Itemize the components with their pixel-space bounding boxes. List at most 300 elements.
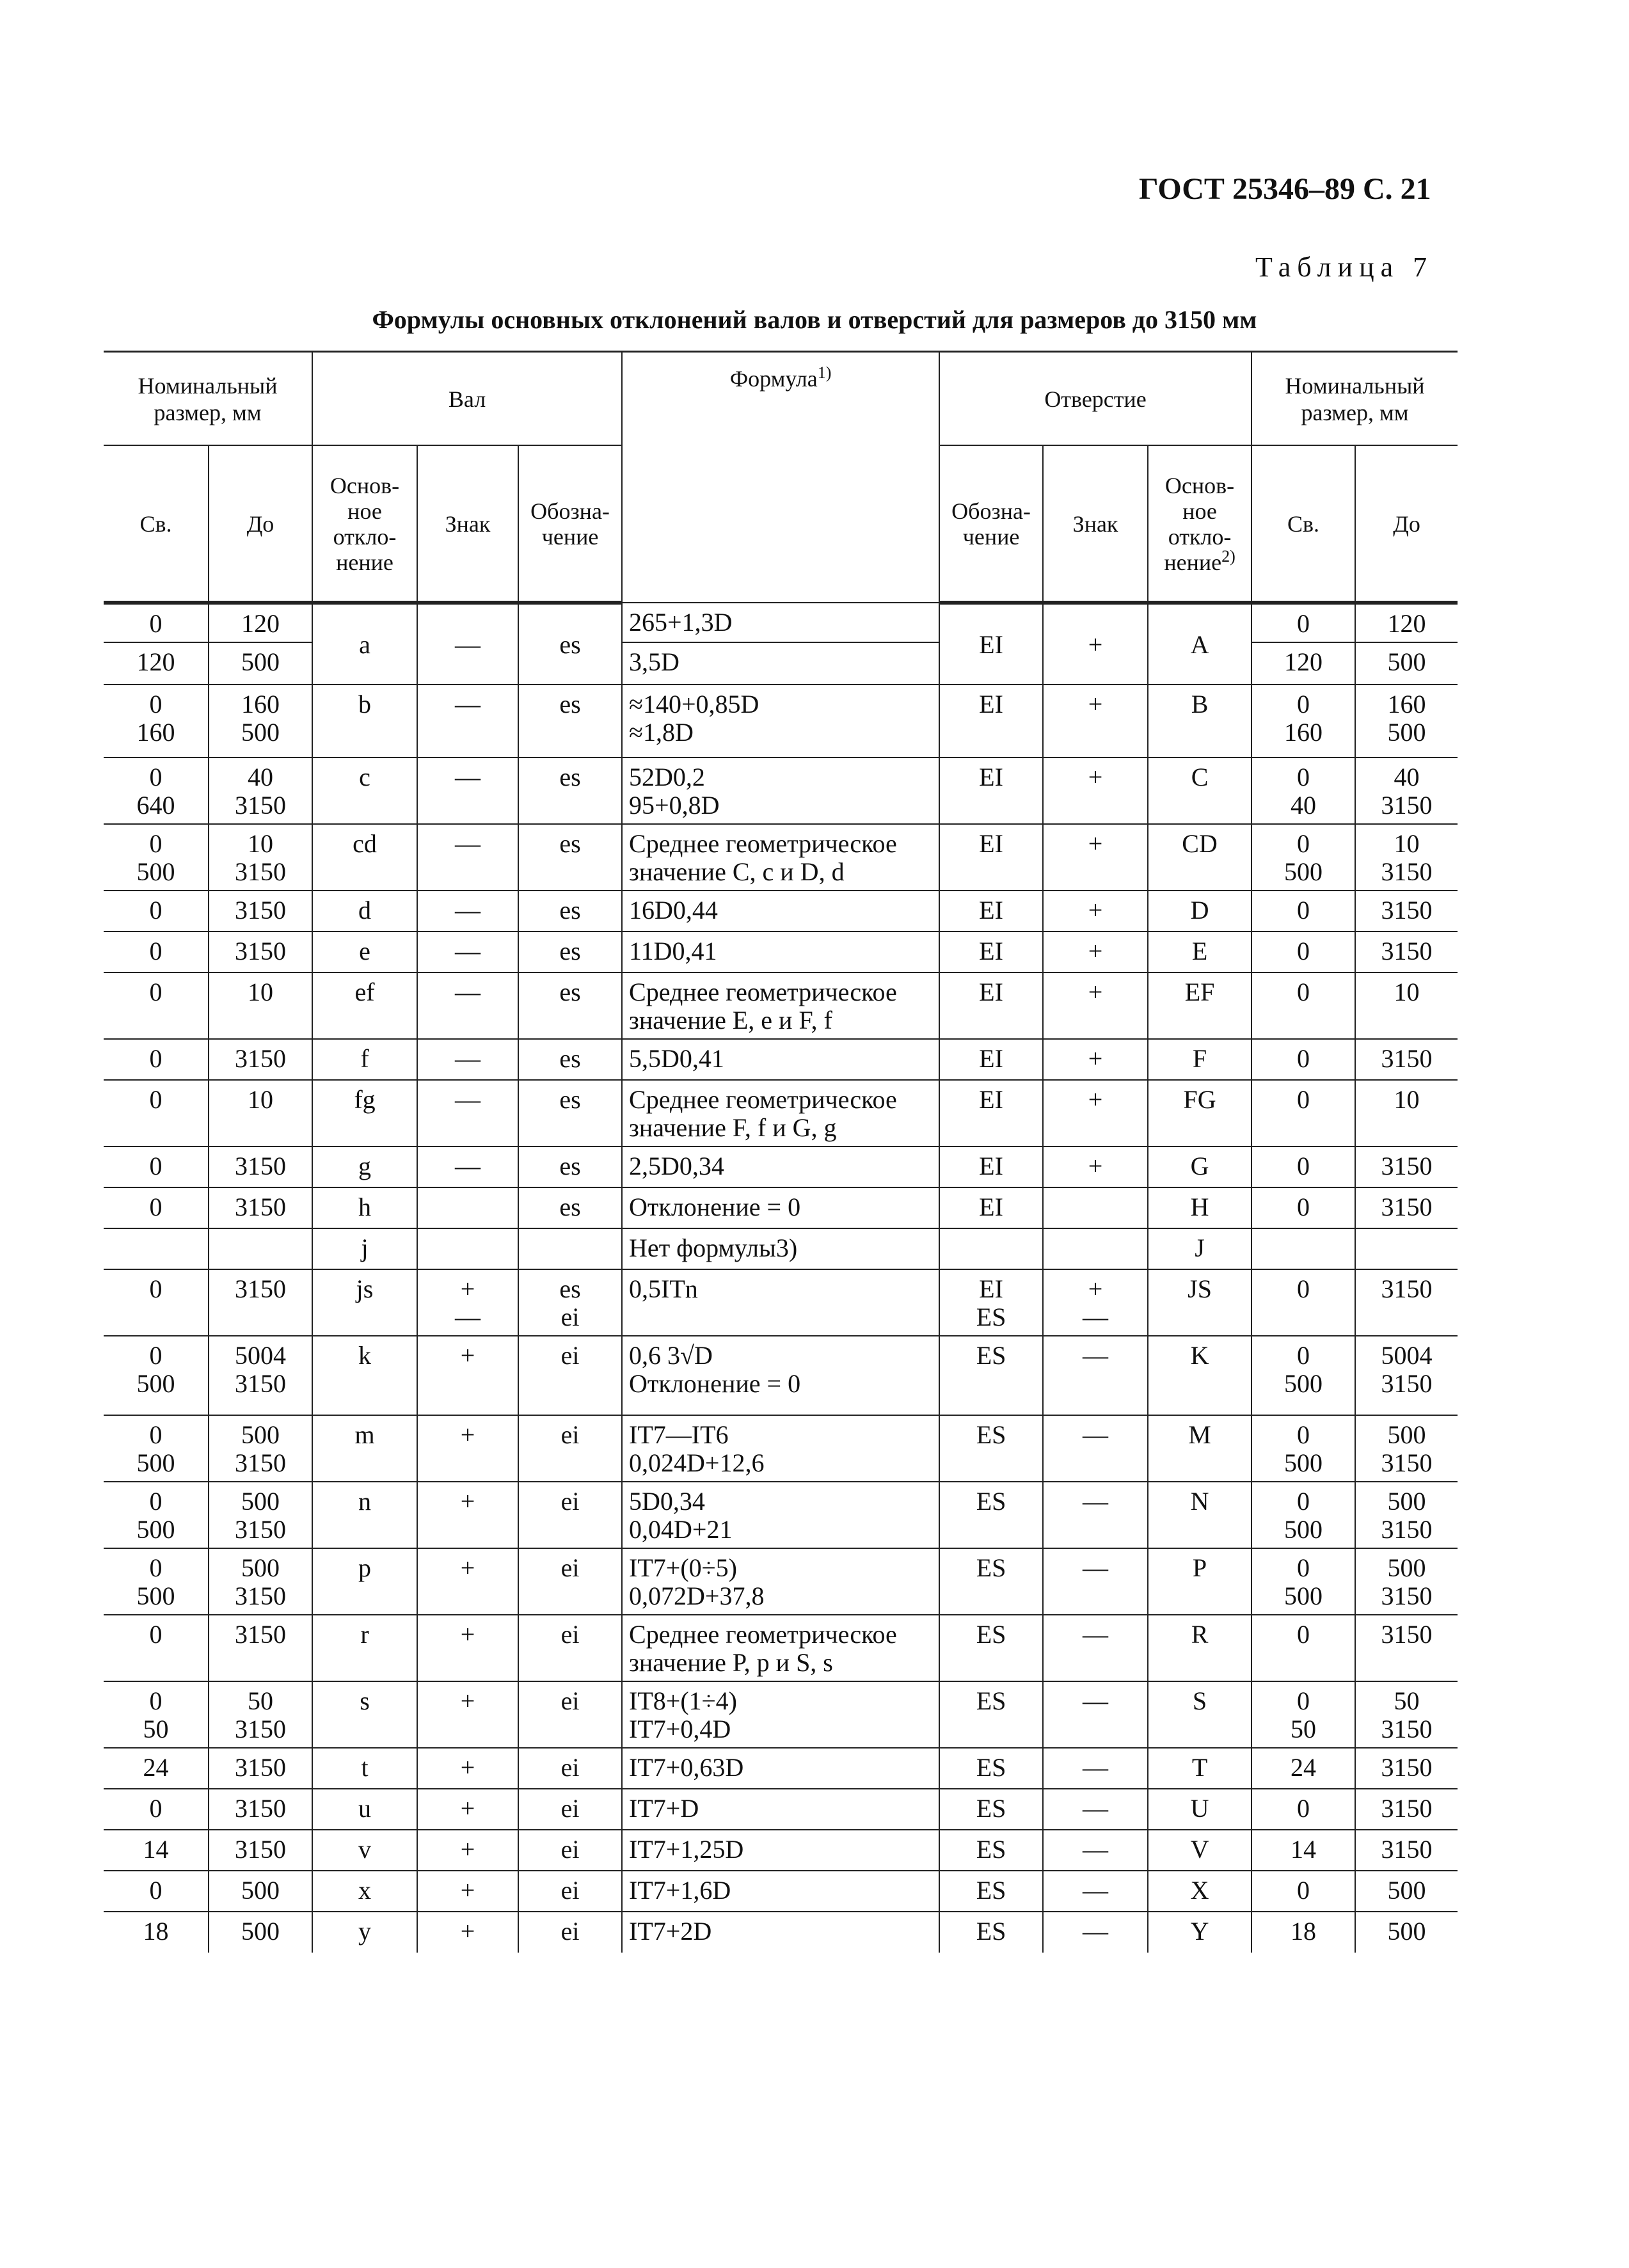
cell-over-right: 0 500 xyxy=(1252,1548,1355,1615)
cell-over-right: 24 xyxy=(1252,1748,1355,1789)
cell-over-right: 0 xyxy=(1252,1039,1355,1080)
cell-to-left: 500 xyxy=(209,1912,312,1953)
cell-to-right: 120 xyxy=(1355,603,1458,642)
cell-to-right: 3150 xyxy=(1355,1187,1458,1228)
cell-hole-designation: ES xyxy=(939,1871,1043,1912)
cell-hole-sign: — xyxy=(1043,1830,1148,1871)
cell-to-right: 40 3150 xyxy=(1355,757,1458,824)
cell-over-right: 0 xyxy=(1252,1146,1355,1187)
cell-hole-sign: + xyxy=(1043,1039,1148,1080)
cell-shaft-deviation: x xyxy=(312,1871,417,1912)
cell-shaft-sign: — xyxy=(417,685,518,757)
cell-to-right: 5004 3150 xyxy=(1355,1336,1458,1415)
cell-to-right: 500 3150 xyxy=(1355,1415,1458,1482)
cell-to-left: 500 xyxy=(209,642,312,685)
cell-hole-designation: EI xyxy=(939,685,1043,757)
cell-over-right: 0 xyxy=(1252,603,1355,642)
cell-shaft-deviation: c xyxy=(312,757,417,824)
cell-shaft-sign: — xyxy=(417,891,518,932)
table-row xyxy=(104,1830,1458,1871)
cell-shaft-designation: ei xyxy=(518,1789,622,1830)
cell-over-left: 0 500 xyxy=(104,1548,209,1615)
cell-shaft-designation: es xyxy=(518,1039,622,1080)
cell-formula: 5D0,34 0,04D+21 xyxy=(622,1482,939,1548)
table-row xyxy=(104,1080,1458,1146)
header-over-left: Св. xyxy=(104,445,209,603)
cell-shaft-deviation: p xyxy=(312,1548,417,1615)
cell-hole-sign: — xyxy=(1043,1681,1148,1748)
cell-to-left: 10 xyxy=(209,972,312,1039)
cell-hole-sign: + xyxy=(1043,685,1148,757)
header-hole-deviation xyxy=(1148,445,1252,603)
header-shaft-deviation: Основ-ное откло-нение xyxy=(312,445,417,603)
cell-hole-designation: EI xyxy=(939,603,1043,685)
cell-over-left: 0 500 xyxy=(104,1482,209,1548)
cell-shaft-designation: ei xyxy=(518,1615,622,1681)
cell-hole-sign: — xyxy=(1043,1548,1148,1615)
table-row xyxy=(104,1482,1458,1548)
cell-formula: 2,5D0,34 xyxy=(622,1146,939,1187)
cell-hole-sign: + xyxy=(1043,891,1148,932)
header-hole-sign: Знак xyxy=(1043,445,1148,603)
cell-to-left: 500 3150 xyxy=(209,1482,312,1548)
cell-to-right: 3150 xyxy=(1355,1146,1458,1187)
table-row xyxy=(104,1228,1458,1269)
cell-hole-designation: ES xyxy=(939,1748,1043,1789)
cell-to-right: 3150 xyxy=(1355,1615,1458,1681)
cell-to-right: 3150 xyxy=(1355,1830,1458,1871)
cell-hole-designation: ES xyxy=(939,1912,1043,1953)
cell-over-right: 0 40 xyxy=(1252,757,1355,824)
cell-shaft-deviation: n xyxy=(312,1482,417,1548)
cell-shaft-sign: — xyxy=(417,932,518,972)
cell-over-left xyxy=(104,1228,209,1269)
cell-shaft-deviation: s xyxy=(312,1681,417,1748)
cell-hole-deviation: P xyxy=(1148,1548,1252,1615)
cell-shaft-designation: ei xyxy=(518,1830,622,1871)
cell-over-left: 0 xyxy=(104,1039,209,1080)
cell-shaft-sign: — xyxy=(417,757,518,824)
cell-hole-designation: EI xyxy=(939,1039,1043,1080)
cell-hole-sign: + xyxy=(1043,824,1148,891)
cell-over-left: 0 xyxy=(104,932,209,972)
table-row xyxy=(104,972,1458,1039)
cell-hole-sign: + xyxy=(1043,757,1148,824)
cell-hole-sign: — xyxy=(1043,1482,1148,1548)
table-row xyxy=(104,932,1458,972)
table-row xyxy=(104,1269,1458,1336)
cell-shaft-deviation: r xyxy=(312,1615,417,1681)
cell-over-left: 0 xyxy=(104,891,209,932)
header-hole-deviation-footnote: 2) xyxy=(1221,547,1236,566)
deviation-formulas-table xyxy=(104,351,1458,1953)
cell-over-left: 0 500 xyxy=(104,1336,209,1415)
cell-shaft-designation: ei xyxy=(518,1548,622,1615)
cell-over-left: 120 xyxy=(104,642,209,685)
cell-hole-sign xyxy=(1043,1228,1148,1269)
cell-over-right xyxy=(1252,1228,1355,1269)
cell-to-right: 3150 xyxy=(1355,1748,1458,1789)
table-label: Таблица 7 xyxy=(1255,251,1434,283)
cell-to-left: 10 3150 xyxy=(209,824,312,891)
cell-shaft-deviation: k xyxy=(312,1336,417,1415)
cell-shaft-sign: — xyxy=(417,1080,518,1146)
cell-shaft-sign xyxy=(417,1187,518,1228)
cell-formula: Нет формулы3) xyxy=(622,1228,939,1269)
cell-shaft-deviation: m xyxy=(312,1415,417,1482)
table-row xyxy=(104,1871,1458,1912)
cell-hole-deviation: E xyxy=(1148,932,1252,972)
cell-hole-sign: — xyxy=(1043,1748,1148,1789)
cell-shaft-deviation: f xyxy=(312,1039,417,1080)
cell-to-right: 3150 xyxy=(1355,1789,1458,1830)
cell-to-left: 500 xyxy=(209,1871,312,1912)
cell-shaft-designation: es xyxy=(518,824,622,891)
table-body xyxy=(104,603,1458,1953)
table-row xyxy=(104,1912,1458,1953)
cell-hole-deviation: U xyxy=(1148,1789,1252,1830)
cell-hole-deviation: C xyxy=(1148,757,1252,824)
cell-shaft-sign: + xyxy=(417,1548,518,1615)
cell-over-left: 0 xyxy=(104,1871,209,1912)
cell-hole-designation: EI xyxy=(939,757,1043,824)
cell-hole-deviation: V xyxy=(1148,1830,1252,1871)
table-row xyxy=(104,1748,1458,1789)
cell-shaft-sign: + — xyxy=(417,1269,518,1336)
table-row xyxy=(104,1146,1458,1187)
cell-shaft-deviation: fg xyxy=(312,1080,417,1146)
cell-shaft-designation: es xyxy=(518,685,622,757)
cell-hole-designation: ES xyxy=(939,1681,1043,1748)
cell-shaft-deviation: u xyxy=(312,1789,417,1830)
table-row xyxy=(104,1681,1458,1748)
cell-over-right: 14 xyxy=(1252,1830,1355,1871)
cell-over-right: 0 50 xyxy=(1252,1681,1355,1748)
cell-hole-deviation: EF xyxy=(1148,972,1252,1039)
cell-hole-designation: ES xyxy=(939,1482,1043,1548)
cell-formula: 0,6 3√D Отклонение = 0 xyxy=(622,1336,939,1415)
cell-to-left xyxy=(209,1228,312,1269)
cell-formula: Среднее геометрическое значение C, c и D, d xyxy=(622,824,939,891)
cell-shaft-designation: ei xyxy=(518,1336,622,1415)
cell-shaft-designation: es xyxy=(518,1080,622,1146)
cell-shaft-deviation: t xyxy=(312,1748,417,1789)
cell-shaft-designation: es ei xyxy=(518,1269,622,1336)
cell-shaft-designation: ei xyxy=(518,1482,622,1548)
cell-over-left: 0 xyxy=(104,1789,209,1830)
header-nominal-size-left: Номинальный размер, мм xyxy=(104,352,312,446)
cell-shaft-sign: + xyxy=(417,1482,518,1548)
cell-to-left: 50 3150 xyxy=(209,1681,312,1748)
header-hole-designation: Обозна-чение xyxy=(939,445,1043,603)
cell-shaft-deviation: js xyxy=(312,1269,417,1336)
cell-hole-designation: ES xyxy=(939,1789,1043,1830)
cell-hole-designation: EI xyxy=(939,972,1043,1039)
cell-to-left: 500 3150 xyxy=(209,1548,312,1615)
cell-to-left: 3150 xyxy=(209,891,312,932)
cell-shaft-deviation: e xyxy=(312,932,417,972)
cell-over-right: 0 xyxy=(1252,1789,1355,1830)
cell-formula: Среднее геометрическое значение E, e и F, f xyxy=(622,972,939,1039)
cell-over-left: 0 500 xyxy=(104,1415,209,1482)
cell-to-right xyxy=(1355,1228,1458,1269)
cell-shaft-sign: — xyxy=(417,972,518,1039)
cell-over-right: 0 500 xyxy=(1252,1482,1355,1548)
page-title: ГОСТ 25346–89 С. 21 xyxy=(1139,172,1431,206)
cell-to-right: 3150 xyxy=(1355,1269,1458,1336)
cell-over-left: 0 xyxy=(104,603,209,642)
cell-hole-deviation: J xyxy=(1148,1228,1252,1269)
cell-to-right: 10 xyxy=(1355,1080,1458,1146)
cell-shaft-sign xyxy=(417,1228,518,1269)
cell-hole-designation: ES xyxy=(939,1548,1043,1615)
table-row xyxy=(104,1789,1458,1830)
cell-to-right: 500 3150 xyxy=(1355,1482,1458,1548)
cell-over-right: 0 160 xyxy=(1252,685,1355,757)
cell-shaft-designation: ei xyxy=(518,1748,622,1789)
table-row xyxy=(104,1187,1458,1228)
cell-to-right: 500 xyxy=(1355,1871,1458,1912)
cell-over-right: 0 xyxy=(1252,1871,1355,1912)
cell-hole-designation: ES xyxy=(939,1615,1043,1681)
table-row xyxy=(104,824,1458,891)
table-caption: Формулы основных отклонений валов и отверстий для размеров до 3150 мм xyxy=(372,305,1257,334)
cell-shaft-designation: es xyxy=(518,891,622,932)
cell-hole-deviation: K xyxy=(1148,1336,1252,1415)
cell-to-left: 3150 xyxy=(209,1615,312,1681)
cell-over-right: 0 xyxy=(1252,972,1355,1039)
cell-to-left: 3150 xyxy=(209,1748,312,1789)
cell-to-right: 10 xyxy=(1355,972,1458,1039)
header-shaft-sign: Знак xyxy=(417,445,518,603)
header-to-left: До xyxy=(209,445,312,603)
cell-to-left: 3150 xyxy=(209,1146,312,1187)
cell-to-right: 50 3150 xyxy=(1355,1681,1458,1748)
cell-to-left: 5004 3150 xyxy=(209,1336,312,1415)
cell-shaft-deviation: h xyxy=(312,1187,417,1228)
cell-hole-deviation: N xyxy=(1148,1482,1252,1548)
cell-hole-designation: EI xyxy=(939,932,1043,972)
cell-over-right: 18 xyxy=(1252,1912,1355,1953)
cell-shaft-designation: es xyxy=(518,757,622,824)
cell-hole-deviation: H xyxy=(1148,1187,1252,1228)
cell-over-right: 0 500 xyxy=(1252,1336,1355,1415)
cell-over-right: 0 xyxy=(1252,932,1355,972)
table-row xyxy=(104,1615,1458,1681)
cell-hole-sign: — xyxy=(1043,1789,1148,1830)
cell-hole-deviation: G xyxy=(1148,1146,1252,1187)
cell-shaft-designation: es xyxy=(518,1146,622,1187)
cell-hole-sign: + — xyxy=(1043,1269,1148,1336)
cell-shaft-deviation: g xyxy=(312,1146,417,1187)
cell-formula: IT7+D xyxy=(622,1789,939,1830)
cell-hole-deviation: FG xyxy=(1148,1080,1252,1146)
cell-hole-sign: — xyxy=(1043,1336,1148,1415)
cell-hole-sign: + xyxy=(1043,1146,1148,1187)
cell-over-left: 0 xyxy=(104,1615,209,1681)
table-row xyxy=(104,1548,1458,1615)
cell-formula: IT7+1,6D xyxy=(622,1871,939,1912)
cell-hole-designation xyxy=(939,1228,1043,1269)
table-row xyxy=(104,1415,1458,1482)
cell-over-left: 0 xyxy=(104,1080,209,1146)
cell-over-right: 0 500 xyxy=(1252,824,1355,891)
cell-formula: 52D0,2 95+0,8D xyxy=(622,757,939,824)
cell-to-right: 3150 xyxy=(1355,891,1458,932)
header-hole: Отверстие xyxy=(939,352,1252,446)
table-row xyxy=(104,891,1458,932)
cell-hole-deviation: S xyxy=(1148,1681,1252,1748)
header-row-1 xyxy=(104,352,1458,446)
cell-over-left: 0 640 xyxy=(104,757,209,824)
cell-formula: 3,5D xyxy=(622,642,939,685)
cell-formula: Среднее геометрическое значение P, p и S, s xyxy=(622,1615,939,1681)
cell-shaft-deviation: b xyxy=(312,685,417,757)
cell-hole-designation: EI xyxy=(939,1146,1043,1187)
cell-shaft-deviation: y xyxy=(312,1912,417,1953)
cell-to-left: 3150 xyxy=(209,1830,312,1871)
cell-hole-deviation: M xyxy=(1148,1415,1252,1482)
header-hole-deviation-label: Основ-ное откло-нение xyxy=(1164,473,1235,575)
cell-hole-sign: + xyxy=(1043,972,1148,1039)
cell-over-right: 0 xyxy=(1252,1615,1355,1681)
cell-shaft-deviation: j xyxy=(312,1228,417,1269)
cell-to-left: 3150 xyxy=(209,1187,312,1228)
cell-over-left: 0 xyxy=(104,1146,209,1187)
cell-hole-designation: EI xyxy=(939,1080,1043,1146)
cell-to-left: 40 3150 xyxy=(209,757,312,824)
cell-shaft-designation: ei xyxy=(518,1912,622,1953)
cell-hole-deviation: CD xyxy=(1148,824,1252,891)
header-nominal-size-right: Номинальный размер, мм xyxy=(1252,352,1458,446)
cell-hole-sign: + xyxy=(1043,932,1148,972)
cell-shaft-designation: ei xyxy=(518,1871,622,1912)
cell-shaft-designation: es xyxy=(518,972,622,1039)
cell-shaft-sign: — xyxy=(417,1039,518,1080)
cell-hole-sign: — xyxy=(1043,1871,1148,1912)
cell-hole-deviation: D xyxy=(1148,891,1252,932)
cell-over-right: 120 xyxy=(1252,642,1355,685)
cell-over-left: 0 500 xyxy=(104,824,209,891)
cell-over-right: 0 xyxy=(1252,1080,1355,1146)
cell-hole-deviation: B xyxy=(1148,685,1252,757)
cell-formula: 11D0,41 xyxy=(622,932,939,972)
cell-hole-sign: — xyxy=(1043,1615,1148,1681)
cell-formula: IT7—IT6 0,024D+12,6 xyxy=(622,1415,939,1482)
header-formula-footnote: 1) xyxy=(817,363,832,382)
cell-shaft-designation xyxy=(518,1228,622,1269)
cell-to-right: 3150 xyxy=(1355,1039,1458,1080)
cell-shaft-sign: — xyxy=(417,1146,518,1187)
cell-to-left: 3150 xyxy=(209,1269,312,1336)
cell-to-left: 3150 xyxy=(209,1789,312,1830)
cell-shaft-deviation: d xyxy=(312,891,417,932)
cell-formula: 265+1,3D xyxy=(622,603,939,642)
cell-hole-deviation: T xyxy=(1148,1748,1252,1789)
header-to-right: До xyxy=(1355,445,1458,603)
cell-shaft-deviation: v xyxy=(312,1830,417,1871)
cell-formula: 0,5ITn xyxy=(622,1269,939,1336)
cell-hole-designation: EI xyxy=(939,891,1043,932)
table-row xyxy=(104,1039,1458,1080)
cell-over-right: 0 xyxy=(1252,1269,1355,1336)
cell-formula: 5,5D0,41 xyxy=(622,1039,939,1080)
cell-to-left: 120 xyxy=(209,603,312,642)
cell-shaft-sign: — xyxy=(417,603,518,685)
cell-to-right: 500 xyxy=(1355,1912,1458,1953)
cell-shaft-designation: es xyxy=(518,603,622,685)
cell-shaft-designation: ei xyxy=(518,1681,622,1748)
cell-to-left: 10 xyxy=(209,1080,312,1146)
cell-shaft-sign: + xyxy=(417,1912,518,1953)
cell-hole-deviation: A xyxy=(1148,603,1252,685)
cell-hole-deviation: JS xyxy=(1148,1269,1252,1336)
cell-shaft-deviation: cd xyxy=(312,824,417,891)
cell-hole-deviation: Y xyxy=(1148,1912,1252,1953)
cell-hole-sign: + xyxy=(1043,1080,1148,1146)
cell-formula: IT7+1,25D xyxy=(622,1830,939,1871)
header-shaft: Вал xyxy=(312,352,622,446)
cell-over-right: 0 xyxy=(1252,891,1355,932)
cell-over-left: 0 50 xyxy=(104,1681,209,1748)
cell-hole-deviation: X xyxy=(1148,1871,1252,1912)
cell-shaft-sign: + xyxy=(417,1748,518,1789)
table-row xyxy=(104,642,1458,685)
cell-over-left: 0 160 xyxy=(104,685,209,757)
table-row xyxy=(104,1336,1458,1415)
cell-formula: ≈140+0,85D ≈1,8D xyxy=(622,685,939,757)
cell-shaft-sign: + xyxy=(417,1415,518,1482)
cell-over-left: 18 xyxy=(104,1912,209,1953)
cell-shaft-deviation: ef xyxy=(312,972,417,1039)
header-formula-label: Формула xyxy=(729,366,818,392)
header-formula xyxy=(622,352,939,603)
cell-over-right: 0 xyxy=(1252,1187,1355,1228)
cell-hole-designation: EI xyxy=(939,824,1043,891)
cell-to-right: 10 3150 xyxy=(1355,824,1458,891)
table-row xyxy=(104,685,1458,757)
cell-formula: 16D0,44 xyxy=(622,891,939,932)
cell-shaft-designation: es xyxy=(518,932,622,972)
cell-shaft-sign: + xyxy=(417,1789,518,1830)
cell-hole-sign: — xyxy=(1043,1912,1148,1953)
cell-formula: Отклонение = 0 xyxy=(622,1187,939,1228)
cell-formula: IT8+(1÷4) IT7+0,4D xyxy=(622,1681,939,1748)
cell-hole-sign xyxy=(1043,1187,1148,1228)
cell-shaft-sign: + xyxy=(417,1871,518,1912)
cell-shaft-sign: + xyxy=(417,1681,518,1748)
cell-formula: IT7+0,63D xyxy=(622,1748,939,1789)
cell-to-left: 3150 xyxy=(209,932,312,972)
cell-shaft-sign: + xyxy=(417,1336,518,1415)
cell-shaft-sign: + xyxy=(417,1830,518,1871)
cell-to-right: 500 3150 xyxy=(1355,1548,1458,1615)
cell-to-right: 160 500 xyxy=(1355,685,1458,757)
cell-hole-designation: ES xyxy=(939,1415,1043,1482)
cell-over-left: 0 xyxy=(104,1269,209,1336)
cell-shaft-deviation: a xyxy=(312,603,417,685)
table-row xyxy=(104,757,1458,824)
cell-to-right: 500 xyxy=(1355,642,1458,685)
cell-to-right: 3150 xyxy=(1355,932,1458,972)
cell-to-left: 500 3150 xyxy=(209,1415,312,1482)
header-over-right: Св. xyxy=(1252,445,1355,603)
cell-hole-designation: ES xyxy=(939,1830,1043,1871)
cell-formula: IT7+2D xyxy=(622,1912,939,1953)
cell-over-left: 0 xyxy=(104,1187,209,1228)
cell-formula: Среднее геометрическое значение F, f и G, g xyxy=(622,1080,939,1146)
cell-over-left: 14 xyxy=(104,1830,209,1871)
